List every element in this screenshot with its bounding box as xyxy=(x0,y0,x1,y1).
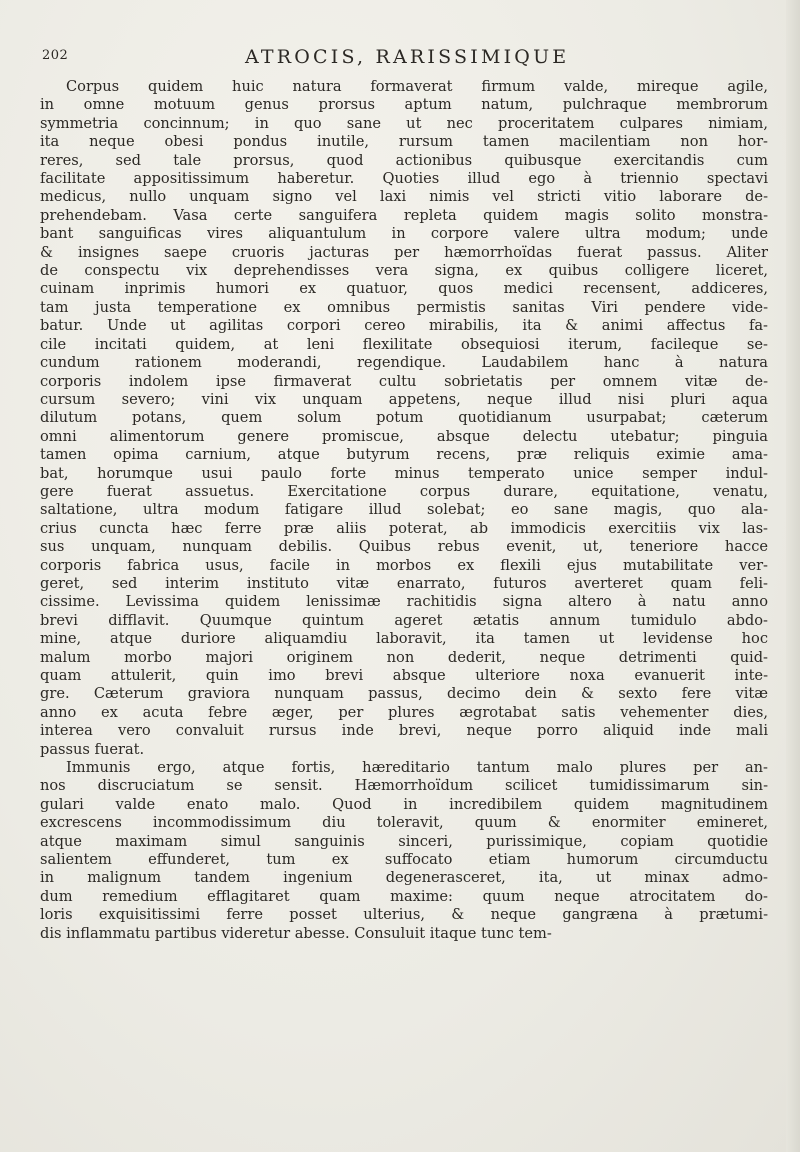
text-line: batur. Unde ut agilitas corpori cereo mirabilis, ita & animi affectus fa- xyxy=(40,317,768,335)
text-line: corporis fabrica usus, facile in morbos ex flexili ejus mutabilitate ver- xyxy=(40,556,768,574)
paragraph xyxy=(40,78,768,759)
running-head: ATROCIS, RARISSIMIQUE xyxy=(245,46,570,68)
text-line: facilitate appositissimum haberetur. Quoties illud ego à triennio spectavi xyxy=(40,170,768,188)
text-line: tamen opima carnium, atque butyrum recens, præ reliquis eximie ama- xyxy=(40,446,768,464)
page-header xyxy=(40,46,770,76)
text-line: nos discruciatum se sensit. Hæmorrhoïdum scilicet tumidissimarum sin- xyxy=(40,777,768,795)
text-line: dilutum potans, quem solum potum quotidianum usurpabat; cæterum xyxy=(40,409,768,427)
text-line: dis inflammatu partibus videretur abesse. Consuluit itaque tunc tem- xyxy=(40,924,552,942)
text-line: in malignum tandem ingenium degenerasceret, ita, ut minax admo- xyxy=(40,869,768,887)
text-line: crius cuncta hæc ferre præ aliis poterat, ab immodicis exercitiis vix las- xyxy=(40,519,768,537)
paragraph xyxy=(40,759,768,943)
text-line: bant sanguificas vires aliquantulum in corpore valere ultra modum; unde xyxy=(40,225,768,243)
text-line: Immunis ergo, atque fortis, hæreditario tantum malo plures per an- xyxy=(66,759,768,777)
text-line: Corpus quidem huic natura formaverat firmum valde, mireque agile, xyxy=(66,78,768,95)
body-text xyxy=(40,78,768,943)
text-line: gre. Cæterum graviora nunquam passus, decimo dein & sexto fere vitæ xyxy=(40,685,768,703)
text-line: geret, sed interim instituto vitæ enarrato, futuros averteret quam feli- xyxy=(40,574,768,592)
text-line: loris exquisitissimi ferre posset ulterius, & neque gangræna à prætumi- xyxy=(40,906,768,924)
text-line: corporis indolem ipse firmaverat cultu sobrietatis per omnem vitæ de- xyxy=(40,372,768,390)
text-line: symmetria concinnum; in quo sane ut nec proceritatem culpares nimiam, xyxy=(40,114,768,132)
text-line: dum remedium efflagitaret quam maxime: quum neque atrocitatem do- xyxy=(40,887,768,905)
text-line: cuinam inprimis humori ex quatuor, quos medici recensent, addiceres, xyxy=(40,280,768,298)
text-line: malum morbo majori originem non dederit, neque detrimenti quid- xyxy=(40,648,768,666)
text-line: brevi difflavit. Quumque quintum ageret ætatis annum tumidulo abdo- xyxy=(40,611,768,629)
text-line: prehendebam. Vasa certe sanguifera repleta quidem magis solito monstra- xyxy=(40,206,768,224)
text-line: cundum rationem moderandi, regendique. Laudabilem hanc à natura xyxy=(40,354,768,372)
text-line: interea vero convaluit rursus inde brevi, neque porro aliquid inde mali xyxy=(40,722,768,740)
text-line: omni alimentorum genere promiscue, absque delectu utebatur; pinguia xyxy=(40,427,768,445)
text-line: gere fuerat assuetus. Exercitatione corpus durare, equitatione, venatu, xyxy=(40,482,768,500)
page-number: 202 xyxy=(42,48,69,63)
text-line: de conspectu vix deprehendisses vera signa, ex quibus colligere liceret, xyxy=(40,262,768,280)
page-edge xyxy=(786,0,800,1152)
text-line: atque maximam simul sanguinis sinceri, purissimique, copiam quotidie xyxy=(40,832,768,850)
text-line: quam attulerit, quin imo brevi absque ulteriore noxa evanuerit inte- xyxy=(40,667,768,684)
text-line: excrescens incommodissimum diu toleravit, quum & enormiter emineret, xyxy=(40,814,768,832)
text-line: cissime. Levissima quidem lenissimæ rachitidis signa altero à natu anno xyxy=(40,593,768,611)
text-line: bat, horumque usui paulo forte minus temperato unice semper indul- xyxy=(40,464,768,482)
text-line: tam justa temperatione ex omnibus permistis sanitas Viri pendere vide- xyxy=(40,298,768,316)
text-line: sus unquam, nunquam debilis. Quibus rebus evenit, ut, teneriore hacce xyxy=(40,538,768,556)
text-line: gulari valde enato malo. Quod in incredibilem quidem magnitudinem xyxy=(40,795,768,813)
text-line: saltatione, ultra modum fatigare illud solebat; eo sane magis, quo ala- xyxy=(40,501,768,519)
text-line: mine, atque duriore aliquamdiu laboravit, ita tamen ut levidense hoc xyxy=(40,630,768,648)
text-line: salientem effunderet, tum ex suffocato etiam humorum circumductu xyxy=(40,851,768,869)
text-line: anno ex acuta febre æger, per plures ægrotabat satis vehementer dies, xyxy=(40,703,768,721)
text-line: & insignes saepe cruoris jacturas per hæmorrhoïdas fuerat passus. Aliter xyxy=(40,243,768,261)
text-line: ita neque obesi pondus inutile, rursum tamen macilentiam non hor- xyxy=(40,133,768,151)
text-line: cile incitati quidem, at leni flexilitate obsequiosi iterum, facileque se- xyxy=(40,335,768,353)
text-line: medicus, nullo unquam signo vel laxi nimis vel stricti vitio laborare de- xyxy=(40,188,768,206)
text-line: cursum severo; vini vix unquam appetens, neque illud nisi pluri aqua xyxy=(40,390,768,408)
text-line: passus fuerat. xyxy=(40,740,145,758)
text-line: reres, sed tale prorsus, quod actionibus quibusque exercitandis cum xyxy=(40,151,768,169)
text-line: in omne motuum genus prorsus aptum natum, pulchraque membrorum xyxy=(40,96,768,114)
